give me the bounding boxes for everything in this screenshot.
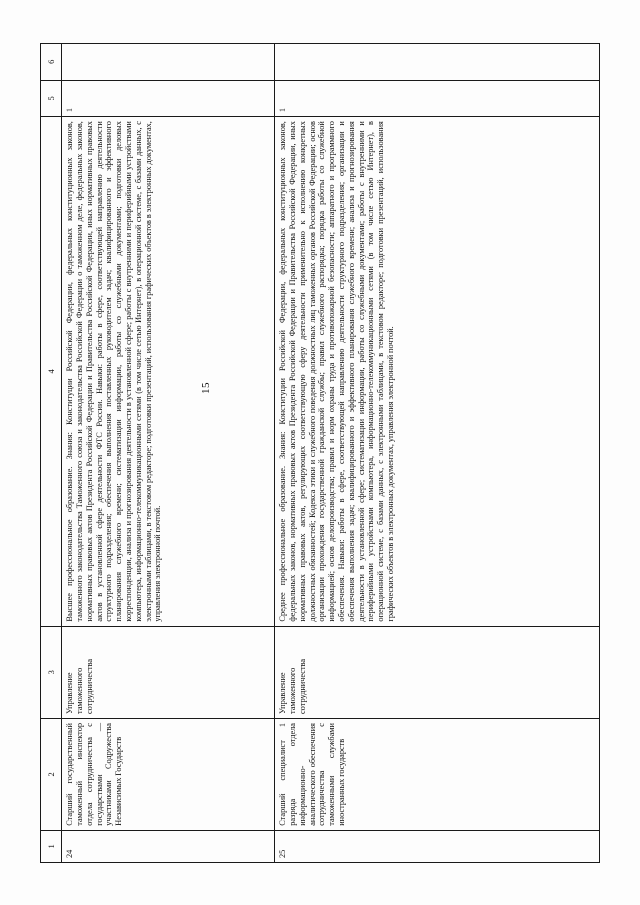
row-index: 25 bbox=[275, 830, 600, 862]
column-number-2: 2 bbox=[41, 718, 62, 830]
position-title: Старший государственный таможенный инспектор отдела сотрудничества с государствами — участниками Содружества Независимых Государств bbox=[62, 718, 275, 830]
notes-cell bbox=[62, 43, 275, 80]
department-name: Управление таможенного сотрудничества bbox=[62, 626, 275, 718]
requirements-table bbox=[40, 43, 600, 863]
qualification-requirements: Среднее профессиональное образование. Знания: Конституции Российской Федерации, федеральных конституционных законов, федеральных законов, нормативных правовых актов Президента Российской Федерации и Правительства Российской Федерации, иных нормативных правовых актов, регулирующих соответствующую сферу деятельности применительно к исполнению конкретных должностных обязанностей; Кодекса этики и служебного поведения должностных лиц таможенных органов Российской Федерации; основ организации прохождения государственной гражданской службы; правил служебного распорядка; порядка работы со служебной информацией; основ делопроизводства; правил и норм охраны труда и противопожарной безопасности; аппаратного и программного обеспечения. Навыки: работы в сфере, соответствующей направлению деятельности структурного подразделения; организации и обеспечения выполнения задач; квалифицированного и эффективного планирования служебного времени; анализа и прогнозирования деятельности в установленной сфере; систематизации информации, работы со служебными документами; работы с внутренними и периферийными устройствами компьютера, информационно-телекоммуникационными сетями (в том числе сетью Интернет), в операционной системе, с базами данных, с электронными таблицами, в текстовом редакторе; подготовки презентаций, использования графических объектов в электронных документах, управления электронной почтой. bbox=[275, 116, 600, 625]
column-number-4: 4 bbox=[41, 116, 62, 625]
row-index: 24 bbox=[62, 830, 275, 862]
column-number-6: 6 bbox=[41, 43, 62, 80]
vacancy-count: 1 bbox=[62, 80, 275, 117]
table-header-row bbox=[41, 43, 62, 862]
qualification-requirements: Высшее профессиональное образование. Знания: Конституции Российской Федерации, федеральных конституционных законов, таможенного законодательства Таможенного союза и законодательства Российской Федерации о таможенном деле, федеральных законов, нормативных правовых актов Президента Российской Федерации и Правительства Российской Федерации, иных нормативных правовых актов в установленной сфере деятельности ФТС России. Навыки: работы в сфере, соответствующей направлению деятельности структурного подразделения; обеспечения выполнения поставленных руководителем задач; квалифицированного и эффективного планирования служебного времени; систематизации информации, работы со служебными документами; подготовки деловых корреспонденции, анализа и прогнозирования деятельности в установленной сфере; работы с внутренними и периферийными устройствами компьютера, информационно-телекоммуникационными сетями (в том числе сетью Интернет), в операционной системе, с базами данных, с электронными таблицами, в текстовом редакторе; подготовки презентаций, использования графических объектов в электронных документах, управления электронной почтой. bbox=[62, 116, 275, 625]
page-number: 15 bbox=[200, 382, 212, 394]
column-number-5: 5 bbox=[41, 80, 62, 117]
vacancy-count: 1 bbox=[275, 80, 600, 117]
notes-cell bbox=[275, 43, 600, 80]
rotated-table-container bbox=[40, 43, 600, 863]
column-number-1: 1 bbox=[41, 830, 62, 862]
column-number-3: 3 bbox=[41, 626, 62, 718]
position-title: Старший специалист 1 разряда отдела информационно-аналитического обеспечения сотрудничества с таможенными службами иностранных государств bbox=[275, 718, 600, 830]
department-name: Управление таможенного сотрудничества bbox=[275, 626, 600, 718]
table-row bbox=[275, 43, 600, 862]
table-row bbox=[62, 43, 275, 862]
